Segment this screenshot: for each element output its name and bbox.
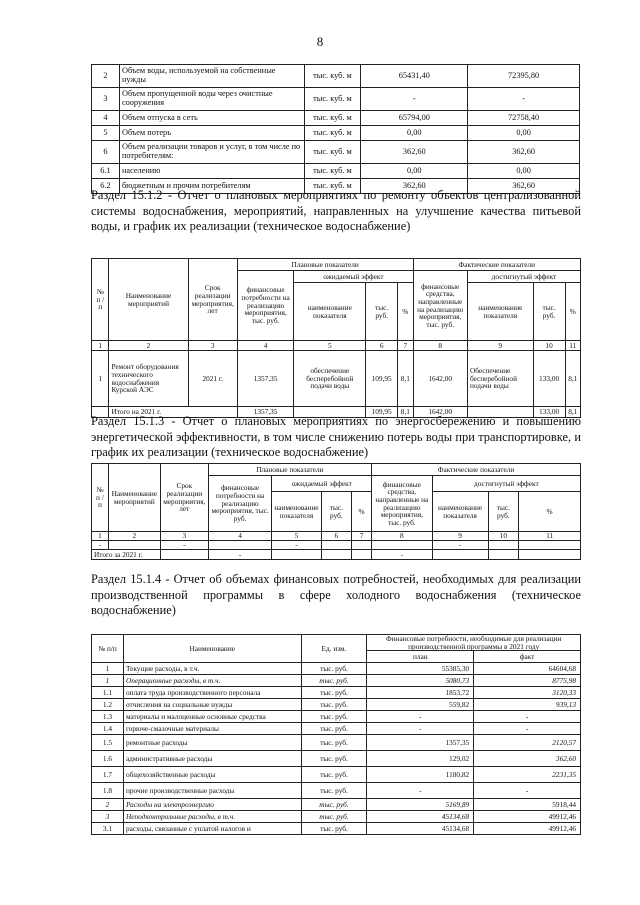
table-cell: тыс. куб. м	[304, 88, 361, 111]
th-fact: Фактические показатели	[413, 259, 581, 271]
table-cell: 45134,68	[367, 823, 474, 835]
table-row	[92, 811, 581, 823]
table-cell: Объем воды, используемой на собственные нужды	[119, 65, 304, 88]
table-row	[92, 751, 581, 767]
table-cell	[321, 541, 352, 550]
th-plan: Плановые показатели	[237, 259, 413, 271]
table-cell: 7	[398, 341, 413, 351]
th-expected: ожидаемый эффект	[294, 271, 413, 283]
table-cell: 3120,33	[474, 687, 581, 699]
th-indicator: наименование показателя	[294, 283, 366, 341]
table-cell: 133,00	[533, 407, 565, 418]
table-cell: 5080,73	[367, 675, 474, 687]
table-cell: 0,00	[468, 126, 580, 141]
th-trub: тыс. руб.	[321, 492, 352, 532]
table-cell: 1	[92, 532, 109, 541]
th-name: Наименование	[123, 635, 301, 663]
volumes-table	[91, 64, 580, 194]
table-cell: -	[474, 783, 581, 799]
table-cell: тыс. руб.	[301, 687, 367, 699]
table-cell: 6	[366, 341, 398, 351]
table-cell: Объем реализации товаров и услуг, в том числе по потребителям:	[119, 141, 304, 164]
th-pct: %	[398, 283, 413, 341]
table-cell: тыс. руб.	[301, 811, 367, 823]
table-cell: 109,95	[366, 407, 398, 418]
section-15-1-4-heading: Раздел 15.1.4 - Отчет об объемах финансовых потребностей, необходимых для реализации производственной программы в сфере холодного водоснабжения (техническое водоснабжение)	[91, 572, 581, 617]
table-cell: 49912,46	[474, 811, 581, 823]
table-cell: 1.6	[92, 751, 124, 767]
table-cell: Ремонт оборудования технического водоснабжения Курской АЭС	[109, 351, 188, 407]
table-cell: 5	[294, 341, 366, 351]
table-cell: тыс. куб. м	[304, 65, 361, 88]
table-cell: расходы, связанные с уплатой налогов и	[123, 823, 301, 835]
energy-saving-table	[91, 463, 581, 560]
table-cell: 2021 г.	[188, 351, 237, 407]
table-cell: -	[272, 541, 321, 550]
table-cell: 1.3	[92, 711, 124, 723]
table-row	[92, 126, 580, 141]
table-cell: горюче-смазочные материалы	[123, 723, 301, 735]
th-pct-fact: %	[519, 492, 581, 532]
table-cell: Обеспечение бесперебойной подачи воды	[467, 351, 533, 407]
table-cell: 1180,82	[367, 767, 474, 783]
table-cell: 133,00	[533, 351, 565, 407]
table-cell: 2	[108, 532, 160, 541]
table-cell: 5169,89	[367, 799, 474, 811]
table-cell: 5	[92, 126, 120, 141]
th-achieved: достигнутый эффект	[432, 476, 580, 492]
table-row	[92, 687, 581, 699]
table-cell: 0,00	[468, 164, 580, 179]
table-cell: 1642,00	[413, 351, 467, 407]
table-cell: 45134,68	[367, 811, 474, 823]
table-cell: 1642,00	[413, 407, 467, 418]
table-row	[92, 663, 581, 675]
table-cell: 362,60	[468, 179, 580, 194]
table-cell: -	[361, 88, 468, 111]
table-cell: -	[208, 550, 272, 560]
table-cell: 8775,98	[474, 675, 581, 687]
th-fin: финансовые потребности на реализацию мероприятия, тыс. руб.	[208, 476, 272, 532]
table-row	[92, 88, 580, 111]
table-cell: 8	[413, 341, 467, 351]
table-cell: 10	[488, 532, 519, 541]
table-cell: Неподконтрольные расходы, в т.ч.	[123, 811, 301, 823]
table-cell: 4	[208, 532, 272, 541]
table-cell: 1.2	[92, 699, 124, 711]
table-cell: -	[371, 550, 432, 560]
table-cell: 1.5	[92, 735, 124, 751]
th-fact: Фактические показатели	[371, 464, 580, 476]
table-row	[92, 799, 581, 811]
th-name: Наименование мероприятий	[108, 464, 160, 532]
table-cell: Расходы на электроэнергию	[123, 799, 301, 811]
th-trub-fact: тыс. руб.	[488, 492, 519, 532]
th-plan: Плановые показатели	[208, 464, 371, 476]
th-indicator: наименование показателя	[272, 492, 321, 532]
table-cell: Объем отпуска в сеть	[119, 111, 304, 126]
table-cell: 6	[321, 532, 352, 541]
table-cell: 2120,57	[474, 735, 581, 751]
table-cell: 10	[533, 341, 565, 351]
table-cell: 55385,30	[367, 663, 474, 675]
table-cell: 4	[92, 111, 120, 126]
table-cell: 11	[565, 341, 580, 351]
table-cell	[519, 541, 581, 550]
table-cell: 1853,72	[367, 687, 474, 699]
table-cell	[519, 550, 581, 560]
table-cell: 72395,80	[468, 65, 580, 88]
table-cell: 362,60	[361, 179, 468, 194]
table-cell: Объем потерь	[119, 126, 304, 141]
total-label: Итого на 2021 г.	[109, 407, 237, 418]
th-expected: ожидаемый эффект	[272, 476, 372, 492]
table-cell: административные расходы	[123, 751, 301, 767]
th-indicator-fact: наименование показателя	[432, 492, 488, 532]
table-cell: -	[474, 723, 581, 735]
table-cell: 3.1	[92, 823, 124, 835]
table-row	[92, 735, 581, 751]
table-row	[92, 711, 581, 723]
table-cell: 1.1	[92, 687, 124, 699]
table-cell: 1.4	[92, 723, 124, 735]
table-cell: 64604,68	[474, 663, 581, 675]
table-cell: 362,60	[474, 751, 581, 767]
table-cell: тыс. руб.	[301, 823, 367, 835]
th-term: Срок реализации мероприятия, лет	[188, 259, 237, 341]
table-cell: 49912,46	[474, 823, 581, 835]
table-row	[92, 699, 581, 711]
th-fin: финансовые потребности на реализацию мероприятия, тыс. руб.	[237, 271, 294, 341]
table-cell: тыс. куб. м	[304, 164, 361, 179]
table-row	[92, 164, 580, 179]
table-cell: 2231,35	[474, 767, 581, 783]
table-cell: тыс. руб.	[301, 675, 367, 687]
table-cell: 9	[467, 341, 533, 351]
table-cell: тыс. куб. м	[304, 141, 361, 164]
table-row	[92, 675, 581, 687]
section-15-1-2-heading: Раздел 15.1.2 - Отчет о плановых мероприятиях по ремонту объектов централизованной системы водоснабжения, мероприятий, направленных на улучшение качества питьевой воды, и график их реализации (техническое водоснабжение)	[91, 188, 581, 233]
table-cell: населению	[119, 164, 304, 179]
table-cell: 72758,40	[468, 111, 580, 126]
table-cell: тыс. руб.	[301, 783, 367, 799]
table-cell: 939,13	[474, 699, 581, 711]
table-cell: 0,00	[361, 164, 468, 179]
table-cell: 2	[109, 341, 188, 351]
table-cell: тыс. куб. м	[304, 126, 361, 141]
table-cell: тыс. руб.	[301, 699, 367, 711]
financial-needs-table	[91, 634, 581, 835]
repair-measures-table	[91, 258, 581, 418]
table-row	[92, 783, 581, 799]
table-cell: 3	[160, 532, 208, 541]
th-fin-fact: финансовые средства, направленные на реализацию мероприятия, тыс. руб.	[371, 476, 432, 532]
table-cell: 362,60	[468, 141, 580, 164]
table-cell: 8,1	[398, 407, 413, 418]
table-cell: 1	[92, 341, 109, 351]
table-cell: 1	[92, 351, 109, 407]
th-fin-needs: Финансовые потребности, необходимые для реализации производственной программы в 2021 году	[367, 635, 581, 651]
table-cell: бюджетным и прочим потребителям	[119, 179, 304, 194]
table-cell: 0,00	[361, 126, 468, 141]
table-cell: 8	[371, 532, 432, 541]
table-cell: 109,95	[366, 351, 398, 407]
table-cell	[488, 550, 519, 560]
table-cell: 8,1	[565, 351, 580, 407]
table-cell: тыс. руб.	[301, 663, 367, 675]
th-no: № п / п	[92, 464, 109, 532]
table-cell: тыс. куб. м	[304, 111, 361, 126]
table-cell: 7	[352, 532, 372, 541]
table-cell: 1	[92, 663, 124, 675]
table-cell: тыс. руб.	[301, 751, 367, 767]
table-row	[92, 723, 581, 735]
table-row	[92, 65, 580, 88]
table-cell: 1357,35	[367, 735, 474, 751]
page-number: 8	[316, 34, 324, 49]
table-cell: 3	[188, 341, 237, 351]
th-plan: план	[367, 651, 474, 663]
table-cell: 6.2	[92, 179, 120, 194]
table-row	[92, 141, 580, 164]
table-cell: 5918,44	[474, 799, 581, 811]
table-cell: отчисления на социальные нужды	[123, 699, 301, 711]
table-cell: 5	[272, 532, 321, 541]
table-cell: ремонтные расходы	[123, 735, 301, 751]
th-term: Срок реализации мероприятия, лет	[160, 464, 208, 532]
th-fin-fact: финансовые средства, направленные на реализацию мероприятия, тыс. руб.	[413, 271, 467, 341]
table-cell: 1.8	[92, 783, 124, 799]
th-name: Наименование мероприятий	[109, 259, 188, 341]
table-cell: -	[432, 541, 488, 550]
table-cell: 1357,35	[237, 407, 294, 418]
table-cell: обеспечение бесперебойной подачи воды	[294, 351, 366, 407]
th-trub-fact: тыс. руб.	[533, 283, 565, 341]
table-cell: тыс. куб. м	[304, 179, 361, 194]
table-cell	[321, 550, 352, 560]
th-unit: Ед. изм.	[301, 635, 367, 663]
table-row	[92, 111, 580, 126]
table-cell	[108, 541, 160, 550]
table-cell: 4	[237, 341, 294, 351]
table-cell: 559,82	[367, 699, 474, 711]
table-cell: 8,1	[565, 407, 580, 418]
table-cell: 2	[92, 799, 124, 811]
th-no: № п/п	[92, 635, 124, 663]
table-cell: тыс. руб.	[301, 767, 367, 783]
table-cell: общехозяйственные расходы	[123, 767, 301, 783]
table-cell: Объем пропущенной воды через очистные сооружения	[119, 88, 304, 111]
table-cell	[432, 550, 488, 560]
table-cell: Операционные расходы, в т.ч.	[123, 675, 301, 687]
section-15-1-3-heading: Раздел 15.1.3 - Отчет о плановых мероприятиях по энергосбережению и повышению энергетической эффективности, в том числе снижению потерь воды при транспортировке, и график их реализации (техническое водоснабжение)	[91, 414, 581, 459]
table-cell: 3	[92, 811, 124, 823]
table-cell: -	[474, 711, 581, 723]
table-cell	[208, 541, 272, 550]
table-row	[92, 823, 581, 835]
table-cell: 9	[432, 532, 488, 541]
th-pct: %	[352, 492, 372, 532]
table-cell: тыс. руб.	[301, 711, 367, 723]
table-cell: 2	[92, 65, 120, 88]
table-cell: 8,1	[398, 351, 413, 407]
table-cell: -	[367, 783, 474, 799]
table-cell	[352, 541, 372, 550]
table-cell: тыс. руб.	[301, 723, 367, 735]
th-achieved: достигнутый эффект	[467, 271, 580, 283]
table-cell: -	[367, 711, 474, 723]
table-cell: -	[160, 541, 208, 550]
th-trub: тыс. руб.	[366, 283, 398, 341]
table-cell: 11	[519, 532, 581, 541]
th-pct-fact: %	[565, 283, 580, 341]
table-cell: 6.1	[92, 164, 120, 179]
table-cell: тыс. руб.	[301, 735, 367, 751]
table-cell	[160, 550, 208, 560]
table-cell: оплата труда производственного персонала	[123, 687, 301, 699]
total-label: Итого за 2021 г.	[92, 550, 161, 560]
th-indicator-fact: наименование показателя	[467, 283, 533, 341]
table-cell: 65431,40	[361, 65, 468, 88]
table-cell: 362,60	[361, 141, 468, 164]
table-cell: -	[92, 541, 109, 550]
table-cell: материалы и малоценные основные средства	[123, 711, 301, 723]
table-cell: 1.7	[92, 767, 124, 783]
table-cell	[371, 541, 432, 550]
table-cell	[272, 550, 321, 560]
table-cell: -	[468, 88, 580, 111]
th-fact: факт	[474, 651, 581, 663]
table-row	[92, 767, 581, 783]
table-cell: 3	[92, 88, 120, 111]
table-cell: прочие производственные расходы	[123, 783, 301, 799]
table-cell: 6	[92, 141, 120, 164]
table-cell: 1	[92, 675, 124, 687]
table-cell: Текущие расходы, в т.ч.	[123, 663, 301, 675]
th-no: № п / п	[92, 259, 109, 341]
table-cell: тыс. руб.	[301, 799, 367, 811]
table-cell: -	[367, 723, 474, 735]
table-cell: 1357,35	[237, 351, 294, 407]
table-cell: 65794,00	[361, 111, 468, 126]
table-cell	[488, 541, 519, 550]
table-cell: 129,02	[367, 751, 474, 767]
table-cell	[352, 550, 372, 560]
